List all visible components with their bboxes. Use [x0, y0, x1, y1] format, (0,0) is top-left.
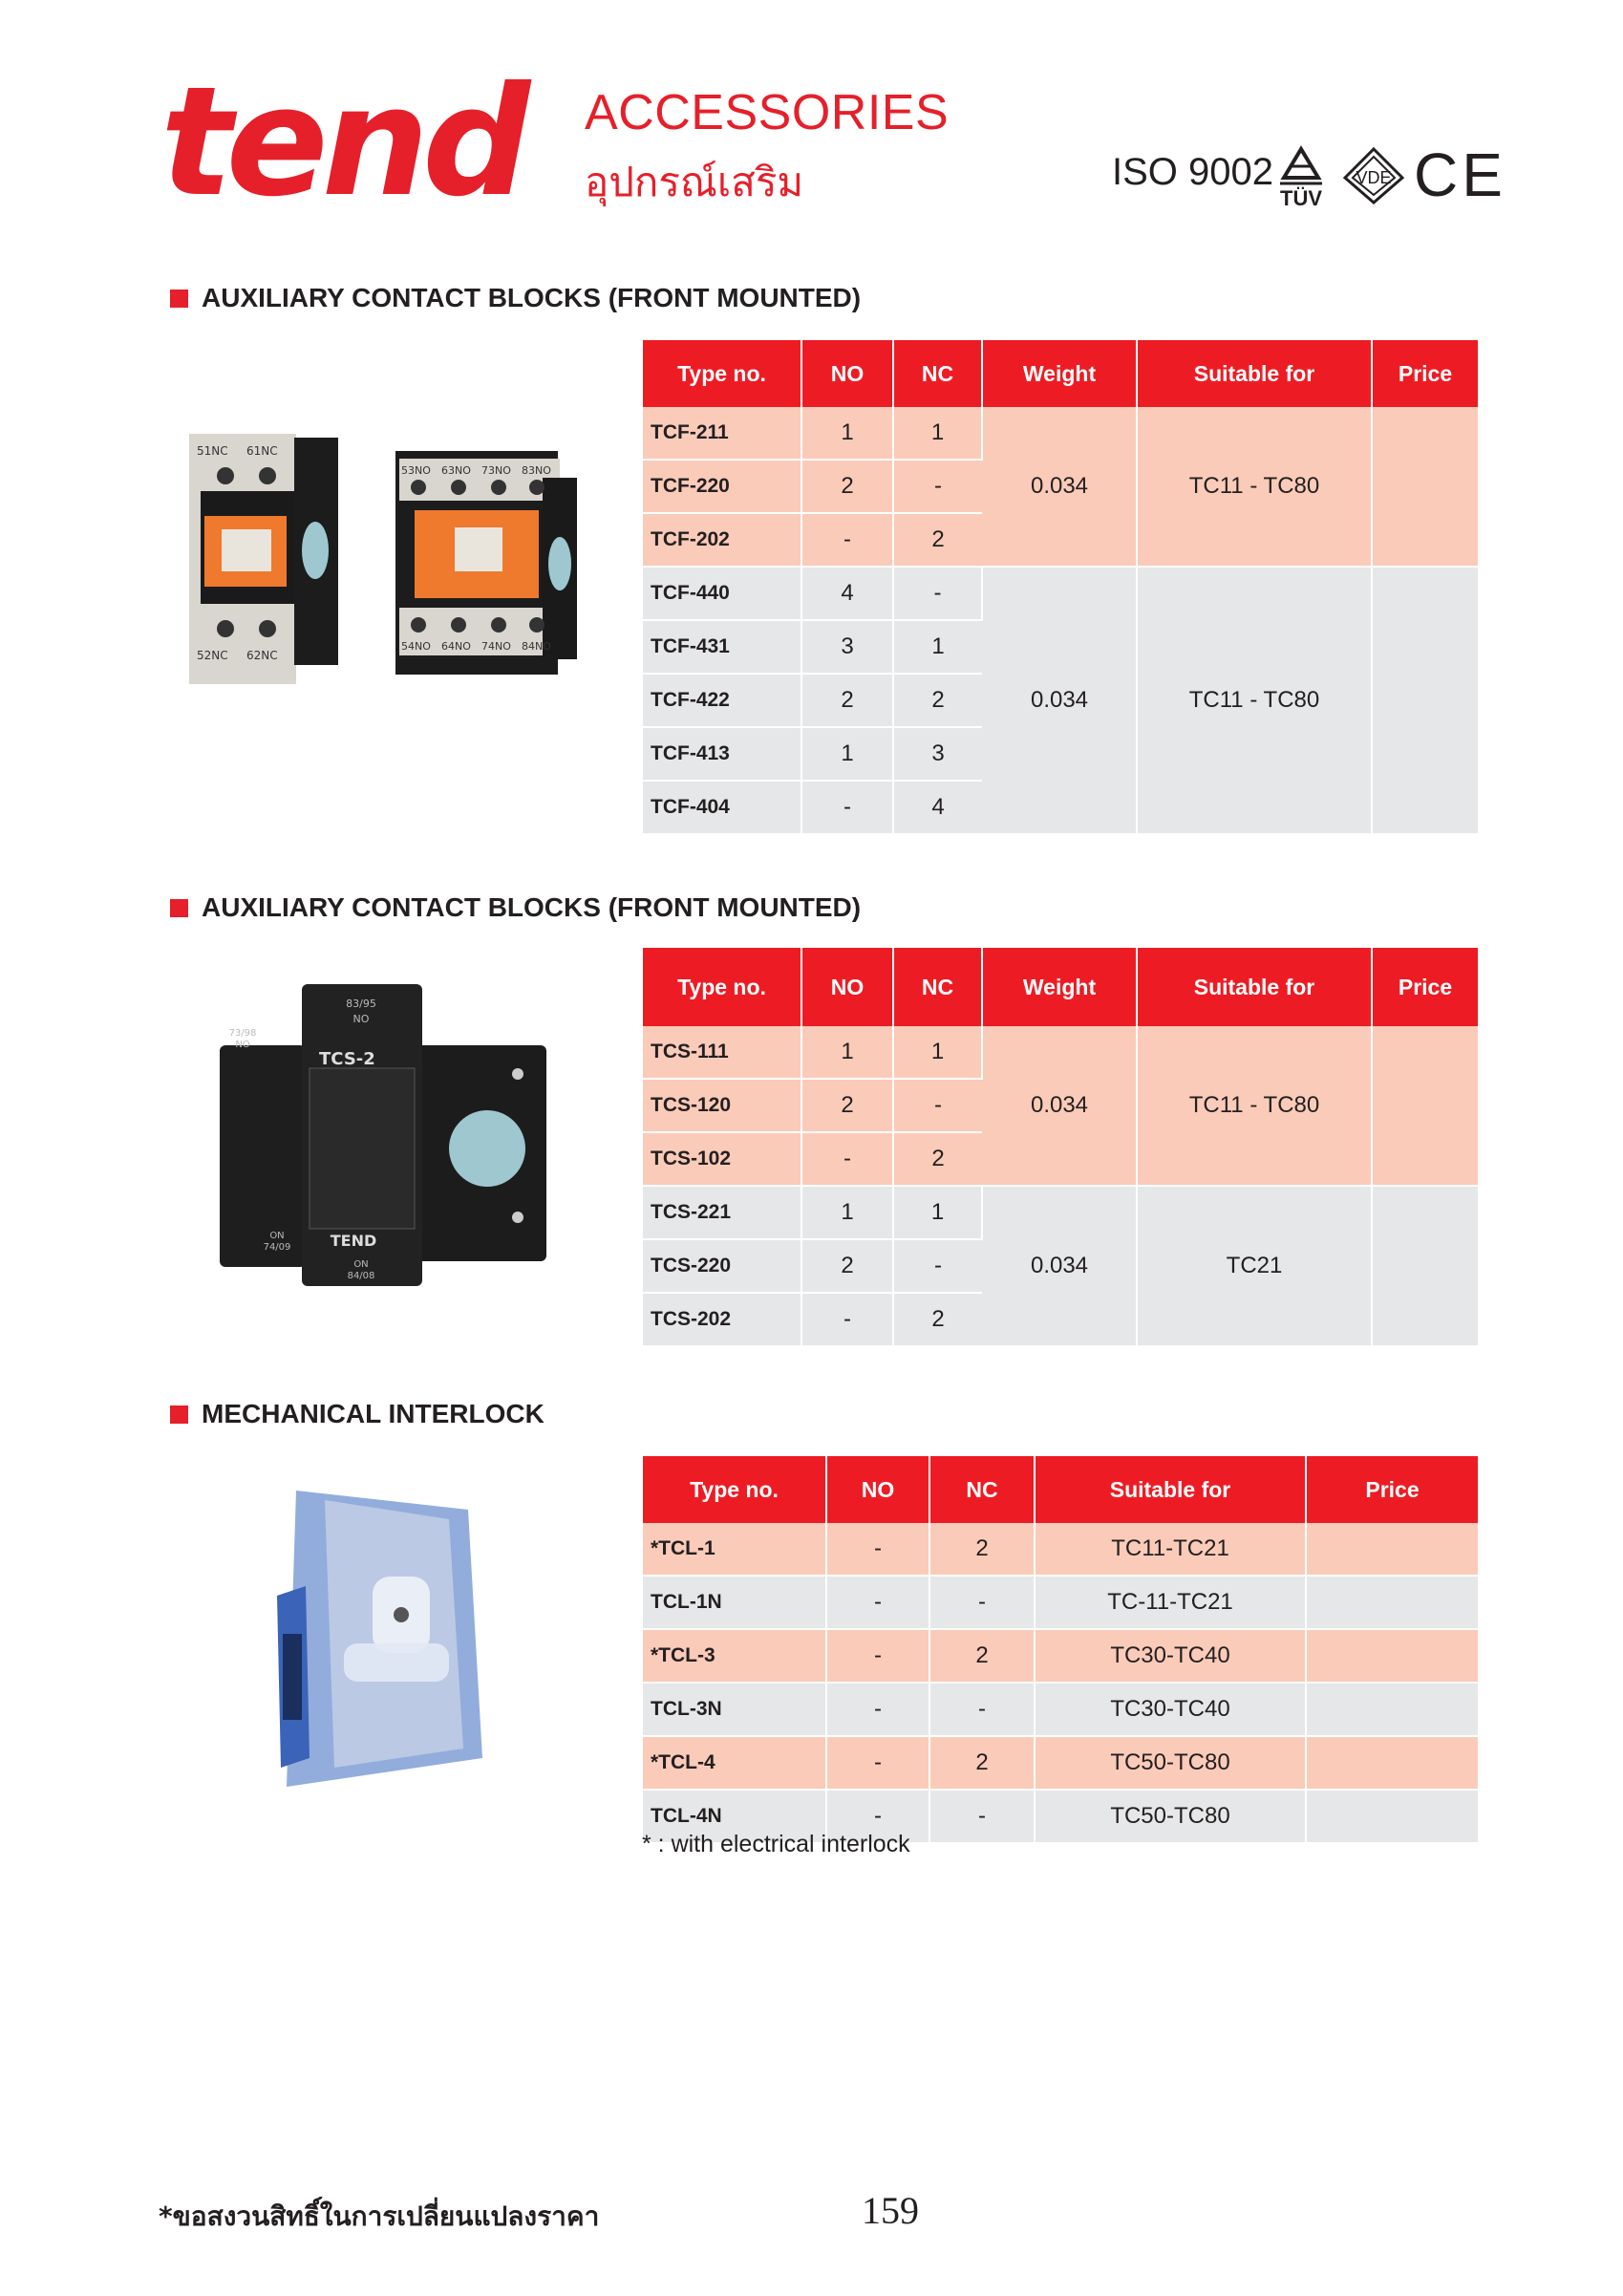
- vde-cert-icon: [1341, 143, 1406, 214]
- svg-text:NO: NO: [235, 1040, 250, 1050]
- tuv-cert-label: TÜV: [1280, 186, 1322, 210]
- nc-cell: 2: [893, 1293, 982, 1346]
- interlock-product-image: [267, 1471, 497, 1810]
- col-header-price: Price: [1306, 1456, 1478, 1523]
- nc-cell: -: [893, 1239, 982, 1293]
- type-no-cell: TCS-111: [643, 1026, 801, 1079]
- no-cell: 1: [801, 1026, 893, 1079]
- col-header-weight: Weight: [982, 948, 1137, 1026]
- type-no-cell: TCS-120: [643, 1079, 801, 1132]
- no-cell: 2: [801, 1239, 893, 1293]
- svg-text:73/98: 73/98: [228, 1028, 257, 1039]
- svg-text:74/09: 74/09: [263, 1242, 291, 1253]
- svg-text:73NO: 73NO: [481, 464, 511, 477]
- ce-mark-icon: CE: [1414, 140, 1506, 209]
- col-header-suitable: Suitable for: [1137, 340, 1372, 407]
- col-header-no: NO: [801, 340, 893, 407]
- section-heading-interlock: [170, 1399, 545, 1429]
- tcf-product-image: [172, 420, 611, 701]
- nc-cell: -: [893, 460, 982, 513]
- type-no-cell: TCS-202: [643, 1293, 801, 1346]
- no-cell: 3: [801, 620, 893, 674]
- table-row: [643, 1629, 1478, 1683]
- nc-cell: 1: [893, 407, 982, 460]
- brand-logo: tend: [160, 54, 524, 230]
- vde-cert-label: VDE: [1356, 168, 1392, 187]
- no-cell: 2: [801, 1079, 893, 1132]
- table-row: [643, 1026, 1478, 1079]
- col-header-price: Price: [1372, 948, 1478, 1026]
- type-no-cell: *TCL-1: [643, 1523, 826, 1576]
- nc-cell: 1: [893, 620, 982, 674]
- svg-text:ON: ON: [353, 1259, 369, 1270]
- table-row: [643, 407, 1478, 460]
- col-header-nc: NC: [893, 948, 982, 1026]
- no-cell: 2: [801, 674, 893, 727]
- no-cell: -: [826, 1523, 929, 1576]
- page-title: ACCESSORIES: [585, 85, 950, 140]
- suitable-cell: TC21: [1137, 1186, 1372, 1346]
- nc-cell: -: [893, 567, 982, 620]
- nc-cell: 3: [893, 727, 982, 781]
- page-number: 159: [862, 2189, 919, 2232]
- no-cell: -: [826, 1683, 929, 1736]
- page-subtitle-thai: อุปกรณ์เสริม: [585, 159, 804, 205]
- weight-cell: 0.034: [982, 407, 1137, 567]
- col-header-no: NO: [801, 948, 893, 1026]
- svg-text:74NO: 74NO: [481, 640, 511, 653]
- svg-text:52NC: 52NC: [197, 649, 228, 662]
- section-heading-text: AUXILIARY CONTACT BLOCKS (FRONT MOUNTED): [202, 892, 862, 922]
- no-cell: -: [826, 1576, 929, 1629]
- suitable-cell: TC30-TC40: [1035, 1683, 1306, 1736]
- no-cell: 1: [801, 727, 893, 781]
- type-no-cell: TCF-202: [643, 513, 801, 567]
- price-cell: [1306, 1523, 1478, 1576]
- no-cell: -: [826, 1629, 929, 1683]
- nc-cell: -: [929, 1790, 1035, 1843]
- svg-text:TCS-2: TCS-2: [319, 1049, 375, 1069]
- col-header-type: Type no.: [643, 1456, 826, 1523]
- type-no-cell: TCS-220: [643, 1239, 801, 1293]
- no-cell: 2: [801, 460, 893, 513]
- bullet-square-icon: [170, 290, 188, 308]
- type-no-cell: TCS-102: [643, 1132, 801, 1186]
- col-header-no: NO: [826, 1456, 929, 1523]
- nc-cell: 1: [893, 1186, 982, 1239]
- svg-text:63NO: 63NO: [441, 464, 471, 477]
- type-no-cell: TCF-431: [643, 620, 801, 674]
- svg-text:61NC: 61NC: [246, 444, 278, 458]
- price-cell: [1372, 1026, 1478, 1186]
- no-cell: -: [801, 1132, 893, 1186]
- table-row: [643, 1683, 1478, 1736]
- nc-cell: -: [929, 1576, 1035, 1629]
- suitable-cell: TC11 - TC80: [1137, 567, 1372, 834]
- col-header-suitable: Suitable for: [1137, 948, 1372, 1026]
- price-cell: [1306, 1629, 1478, 1683]
- col-header-suitable: Suitable for: [1035, 1456, 1306, 1523]
- section-heading-tcs: [170, 892, 861, 923]
- price-cell: [1306, 1790, 1478, 1843]
- type-no-cell: TCL-1N: [643, 1576, 826, 1629]
- section-heading-tcf: [170, 283, 861, 313]
- no-cell: -: [826, 1790, 929, 1843]
- col-header-nc: NC: [929, 1456, 1035, 1523]
- type-no-cell: TCF-211: [643, 407, 801, 460]
- price-cell: [1372, 407, 1478, 567]
- nc-cell: 2: [893, 1132, 982, 1186]
- no-cell: 4: [801, 567, 893, 620]
- price-disclaimer: *ขอสงวนสิทธิ์ในการเปลี่ยนแปลงราคา: [159, 2200, 600, 2232]
- suitable-cell: TC30-TC40: [1035, 1629, 1306, 1683]
- price-cell: [1372, 1186, 1478, 1346]
- price-cell: [1306, 1576, 1478, 1629]
- price-cell: [1372, 567, 1478, 834]
- weight-cell: 0.034: [982, 567, 1137, 834]
- suitable-cell: TC50-TC80: [1035, 1736, 1306, 1790]
- tcf-spec-table: [643, 340, 1478, 835]
- no-cell: -: [801, 781, 893, 834]
- svg-text:54NO: 54NO: [401, 640, 431, 653]
- nc-cell: 2: [893, 513, 982, 567]
- table-row: [643, 1736, 1478, 1790]
- col-header-type: Type no.: [643, 340, 801, 407]
- svg-text:53NO: 53NO: [401, 464, 431, 477]
- weight-cell: 0.034: [982, 1186, 1137, 1346]
- no-cell: -: [801, 513, 893, 567]
- table-row: [643, 1523, 1478, 1576]
- price-cell: [1306, 1736, 1478, 1790]
- section-heading-text: MECHANICAL INTERLOCK: [202, 1399, 545, 1428]
- no-cell: -: [826, 1736, 929, 1790]
- nc-cell: 1: [893, 1026, 982, 1079]
- nc-cell: 2: [929, 1629, 1035, 1683]
- suitable-cell: TC-11-TC21: [1035, 1576, 1306, 1629]
- type-no-cell: TCF-413: [643, 727, 801, 781]
- interlock-footnote: * : with electrical interlock: [642, 1831, 910, 1857]
- no-cell: 1: [801, 407, 893, 460]
- nc-cell: 2: [929, 1736, 1035, 1790]
- nc-cell: -: [929, 1683, 1035, 1736]
- table-row: [643, 1576, 1478, 1629]
- weight-cell: 0.034: [982, 1026, 1137, 1186]
- svg-text:83/95: 83/95: [346, 998, 376, 1010]
- col-header-weight: Weight: [982, 340, 1137, 407]
- type-no-cell: TCL-3N: [643, 1683, 826, 1736]
- type-no-cell: TCF-220: [643, 460, 801, 513]
- col-header-price: Price: [1372, 340, 1478, 407]
- svg-text:84NO: 84NO: [522, 640, 551, 653]
- col-header-type: Type no.: [643, 948, 801, 1026]
- type-no-cell: *TCL-3: [643, 1629, 826, 1683]
- suitable-cell: TC11 - TC80: [1137, 1026, 1372, 1186]
- type-no-cell: TCL-4N: [643, 1790, 826, 1843]
- type-no-cell: TCF-404: [643, 781, 801, 834]
- svg-text:83NO: 83NO: [522, 464, 551, 477]
- no-cell: 1: [801, 1186, 893, 1239]
- type-no-cell: TCS-221: [643, 1186, 801, 1239]
- table-row: [643, 567, 1478, 620]
- suitable-cell: TC11 - TC80: [1137, 407, 1372, 567]
- bullet-square-icon: [170, 899, 188, 917]
- suitable-cell: TC50-TC80: [1035, 1790, 1306, 1843]
- nc-cell: -: [893, 1079, 982, 1132]
- svg-text:62NC: 62NC: [246, 649, 278, 662]
- nc-cell: 2: [929, 1523, 1035, 1576]
- type-no-cell: *TCL-4: [643, 1736, 826, 1790]
- svg-text:ON: ON: [269, 1231, 285, 1241]
- svg-text:TEND: TEND: [330, 1232, 377, 1250]
- svg-text:64NO: 64NO: [441, 640, 471, 653]
- tcs-spec-table: [643, 948, 1478, 1347]
- section-heading-text: AUXILIARY CONTACT BLOCKS (FRONT MOUNTED): [202, 283, 862, 312]
- price-cell: [1306, 1683, 1478, 1736]
- nc-cell: 4: [893, 781, 982, 834]
- type-no-cell: TCF-422: [643, 674, 801, 727]
- table-row: [643, 1186, 1478, 1239]
- svg-text:NO: NO: [352, 1013, 370, 1025]
- iso-certification: ISO 9002: [1112, 151, 1274, 193]
- suitable-cell: TC11-TC21: [1035, 1523, 1306, 1576]
- tuv-cert-icon: [1271, 143, 1332, 214]
- svg-text:51NC: 51NC: [197, 444, 228, 458]
- col-header-nc: NC: [893, 340, 982, 407]
- svg-text:84/08: 84/08: [347, 1271, 375, 1281]
- bullet-square-icon: [170, 1405, 188, 1424]
- interlock-spec-table: [643, 1456, 1478, 1844]
- type-no-cell: TCF-440: [643, 567, 801, 620]
- tcs-product-image: [210, 975, 554, 1303]
- nc-cell: 2: [893, 674, 982, 727]
- no-cell: -: [801, 1293, 893, 1346]
